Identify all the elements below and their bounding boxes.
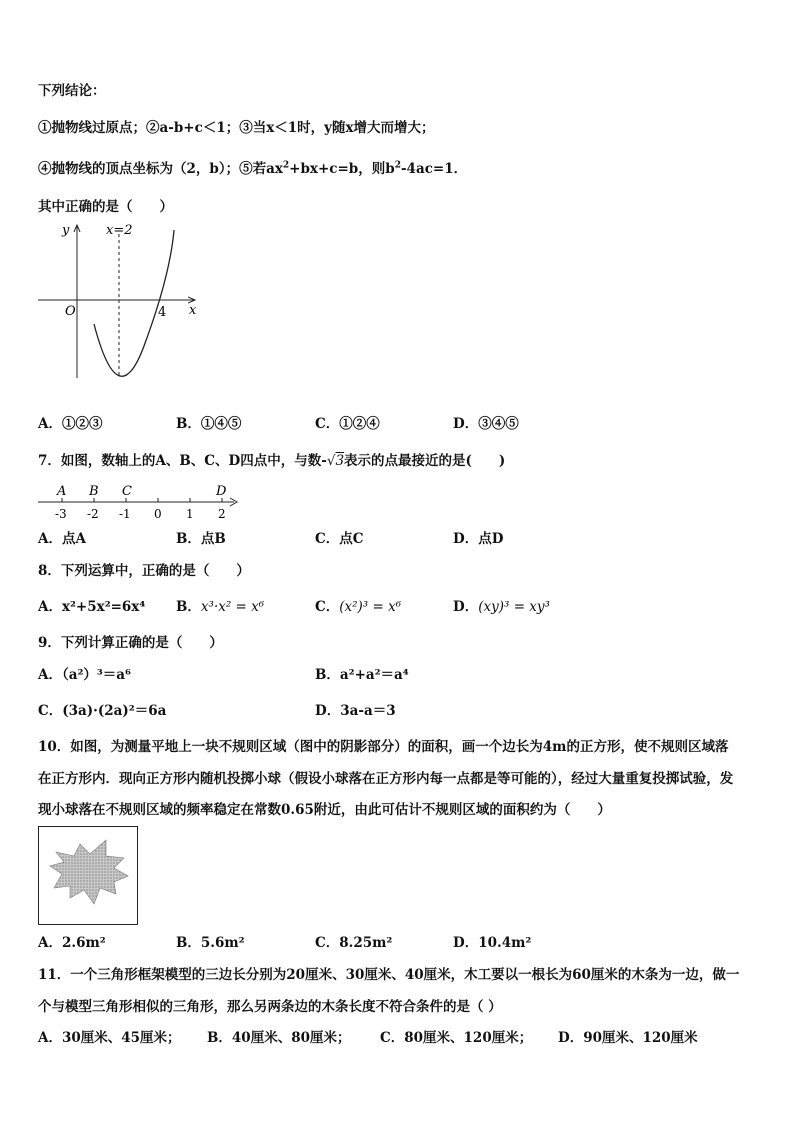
tick-label-1: 1 (186, 507, 194, 521)
q9-option-a[interactable] (38, 666, 131, 684)
q9-option-b-label: B． (315, 667, 340, 683)
tick-label-2: 2 (218, 507, 226, 521)
q7-option-d[interactable]: D．点D (453, 531, 504, 547)
q6-option-c[interactable]: C．①②④ (315, 416, 380, 432)
q8-option-d[interactable] (453, 598, 550, 616)
point-b-label: B (89, 484, 99, 499)
q9-stem: 9．下列计算正确的是（ ） (38, 635, 223, 651)
q6-line2-part-c: -4ac=1． (400, 161, 468, 177)
q6-line2-part-a: ④抛物线的顶点坐标为（2，b）；⑤若ax (38, 161, 283, 177)
tick-label-0: 0 (154, 507, 162, 521)
root-label: 4 (158, 305, 167, 320)
q8-stem: 8．下列运算中，正确的是（ ） (38, 563, 250, 579)
q7-stem-part-b: 表示的点最接近的是( ) (344, 453, 506, 469)
q8-option-b-label: B． (176, 599, 201, 615)
q8-option-c-label: C． (315, 599, 340, 615)
q9-option-d[interactable] (315, 702, 396, 720)
q10-square-figure (38, 826, 139, 926)
q6-question: 其中正确的是（ ） (38, 199, 173, 215)
q9-option-a-label: A． (38, 667, 62, 683)
parabola-curve (94, 230, 174, 376)
q11-option-b[interactable]: B．40厘米、80厘米； (207, 1030, 351, 1046)
q10-option-a[interactable]: A．2.6m² (38, 935, 106, 951)
tick-label-neg3: -3 (55, 507, 67, 521)
point-c-label: C (122, 484, 132, 499)
point-d-label: D (216, 484, 227, 499)
symmetry-axis-label: x=2 (106, 223, 133, 238)
q7-number-line (34, 480, 244, 522)
q6-conclusions-line1: ①抛物线过原点；②a-b+c＜1；③当x＜1时，y随x增大而增大； (38, 120, 435, 136)
q10-stem-line2: 在正方形内．现向正方形内随机投掷小球（假设小球落在正方形内每一点都是等可能的），经过大量重复投掷试验，发 (38, 771, 734, 787)
q9-option-c-label: C． (38, 703, 63, 719)
q11-stem-line1: 11．一个三角形框架模型的三边长分别为20厘米、30厘米、40厘米，木工要以一根长为60厘米的木条为一边，做一 (38, 967, 740, 983)
q9-option-a-expr: （a²）³＝a⁶ (61, 667, 131, 683)
q7-option-b[interactable]: B．点B (176, 531, 226, 547)
q7-option-a[interactable]: A．点A (38, 531, 86, 547)
q6-conclusions-intro: 下列结论： (38, 83, 106, 99)
q8-option-a[interactable]: A．x²+5x²=6x⁴ (38, 599, 146, 615)
q9-option-b-expr: a²+a²＝a⁴ (339, 667, 409, 683)
q7-stem-part-a: 7．如图，数轴上的A、B、C、D四点中，与数- (38, 453, 327, 469)
q11-option-c[interactable]: C．80厘米、120厘米； (380, 1030, 533, 1046)
q9-option-b[interactable] (315, 666, 409, 684)
q11-option-a[interactable]: A．30厘米、45厘米； (38, 1030, 181, 1046)
q9-option-d-label: D． (315, 703, 341, 719)
q6-option-b[interactable]: B．①④⑤ (176, 416, 242, 432)
q11-option-d[interactable]: D．90厘米、120厘米 (558, 1030, 698, 1046)
q8-option-c-expr: (x²)³ = x⁶ (339, 599, 402, 615)
q6-parabola-graph (34, 220, 209, 382)
q6-line2-part-b: +bx+c=b，则b (289, 161, 395, 177)
q8-option-b[interactable] (176, 598, 264, 616)
q11-stem-line2: 个与模型三角形相似的三角形，那么另两条边的木条长度不符合条件的是（ ） (38, 999, 502, 1015)
origin-label: O (65, 304, 76, 319)
point-a-label: A (57, 484, 67, 499)
q7-stem (38, 452, 505, 470)
q6-option-d[interactable]: D．③④⑤ (453, 416, 519, 432)
q10-option-b[interactable]: B．5.6m² (176, 935, 245, 951)
q8-option-d-expr: (xy)³ = xy³ (478, 599, 550, 615)
q10-stem-line3: 现小球落在不规则区域的频率稳定在常数0.65附近，由此可估计不规则区域的面积约为（ ） (38, 802, 611, 818)
q8-option-c[interactable] (315, 598, 401, 616)
q6-conclusions-line2: ④抛物线的顶点坐标为（2，b）；⑤若$ax^2+bx+c=b$，则$b^2-4ac=1$． (38, 160, 468, 177)
y-axis-label: y (62, 223, 70, 238)
sqrt-radicand: 3 (335, 453, 345, 469)
q10-stem-line1: 10．如图，为测量平地上一块不规则区域（图中的阴影部分）的面积，画一个边长为4m的正方形，使不规则区域落 (38, 739, 729, 755)
q8-option-d-label: D． (453, 599, 479, 615)
x-axis-label: x (189, 303, 197, 318)
tick-label-neg2: -2 (87, 507, 99, 521)
q7-option-c[interactable]: C．点C (315, 531, 364, 547)
sqrt-symbol: √3 (326, 453, 345, 469)
tick-label-neg1: -1 (119, 507, 131, 521)
q8-option-b-expr: x³·x² = x⁶ (200, 599, 265, 615)
q9-option-c[interactable] (38, 702, 166, 720)
q9-option-d-expr: 3a-a＝3 (340, 703, 396, 719)
q10-option-c[interactable]: C．8.25m² (315, 935, 393, 951)
q6-option-a[interactable]: A．①②③ (38, 416, 103, 432)
q10-option-d[interactable]: D．10.4m² (453, 935, 532, 951)
q9-option-c-expr: (3a)·(2a)²＝6a (62, 703, 167, 719)
